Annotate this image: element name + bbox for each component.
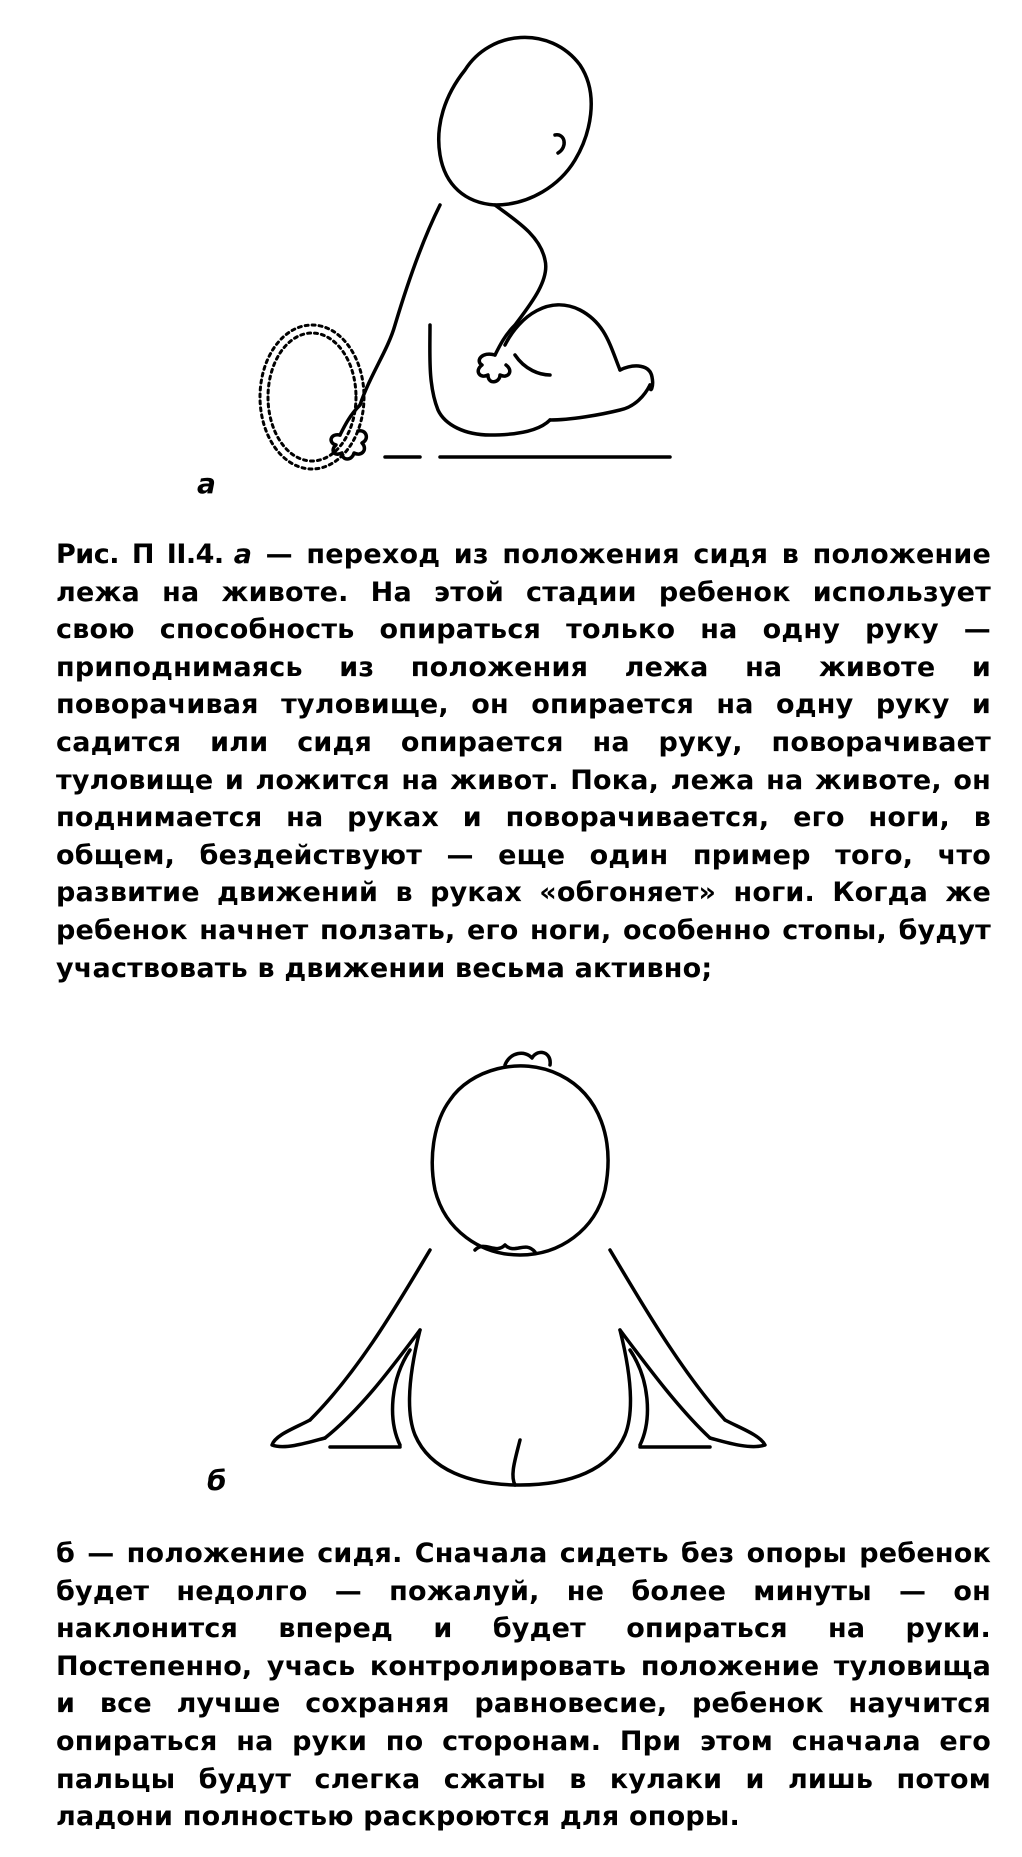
baby-leg	[550, 385, 650, 420]
caption-a-text: — переход из положения сидя в положение лежа на животе. На этой стадии ребенок использует свою способность опираться только на одну руку — приподнимаясь из положения лежа на животе и поворачивая туловище, он опирается на одну руку и садится или сидя опирается на руку, поворачивает туловище и ложится на живот. Пока, лежа на животе, он поднимается на руках и поворачивается, его ноги, в общем, бездействуют — еще один пример того, что развитие движений в руках «обгоняет» ноги. Когда же ребенок начнет ползать, его ноги, особенно стопы, будут участвовать в движении весьма активно;	[56, 539, 991, 984]
baby-body-back	[410, 1330, 631, 1485]
baby-ear	[555, 135, 564, 153]
figure-a-letter: а	[197, 467, 216, 500]
ball	[260, 325, 364, 469]
caption-b-text: б — положение сидя. Сначала сидеть без опоры ребенок будет недолго — пожалуй, не более минуты — он наклонится вперед и будет опираться на руки. Постепенно, учась контролировать положение туловища и все лучше сохраняя равновесие, ребенок научится опираться на руки по сторонам. При этом сначала его пальцы будут слегка сжаты в кулаки и лишь потом ладони полностью раскроются для опоры.	[56, 1538, 991, 1833]
baby-left-hand	[272, 1420, 325, 1447]
figure-b-caption	[56, 1535, 991, 1836]
figure-a-illustration	[250, 25, 790, 505]
baby-hair	[505, 1052, 550, 1065]
figure-a-caption	[56, 536, 991, 987]
baby-head-back	[432, 1066, 608, 1255]
figure-b-letter: б	[207, 1464, 227, 1497]
baby-cleft	[513, 1440, 520, 1485]
baby-free-hand	[478, 354, 510, 382]
baby-front-arm	[495, 205, 546, 355]
baby-right-hand	[710, 1420, 765, 1447]
caption-letter-a: а	[233, 539, 253, 570]
baby-right-arm	[610, 1250, 725, 1420]
figure-b-illustration	[270, 1040, 770, 1510]
baby-left-arm-inner	[325, 1330, 420, 1438]
baby-back	[360, 205, 440, 405]
baby-diaper-fold	[515, 355, 550, 375]
baby-head	[439, 37, 591, 205]
caption-label: Рис. П II.4.	[56, 539, 224, 570]
